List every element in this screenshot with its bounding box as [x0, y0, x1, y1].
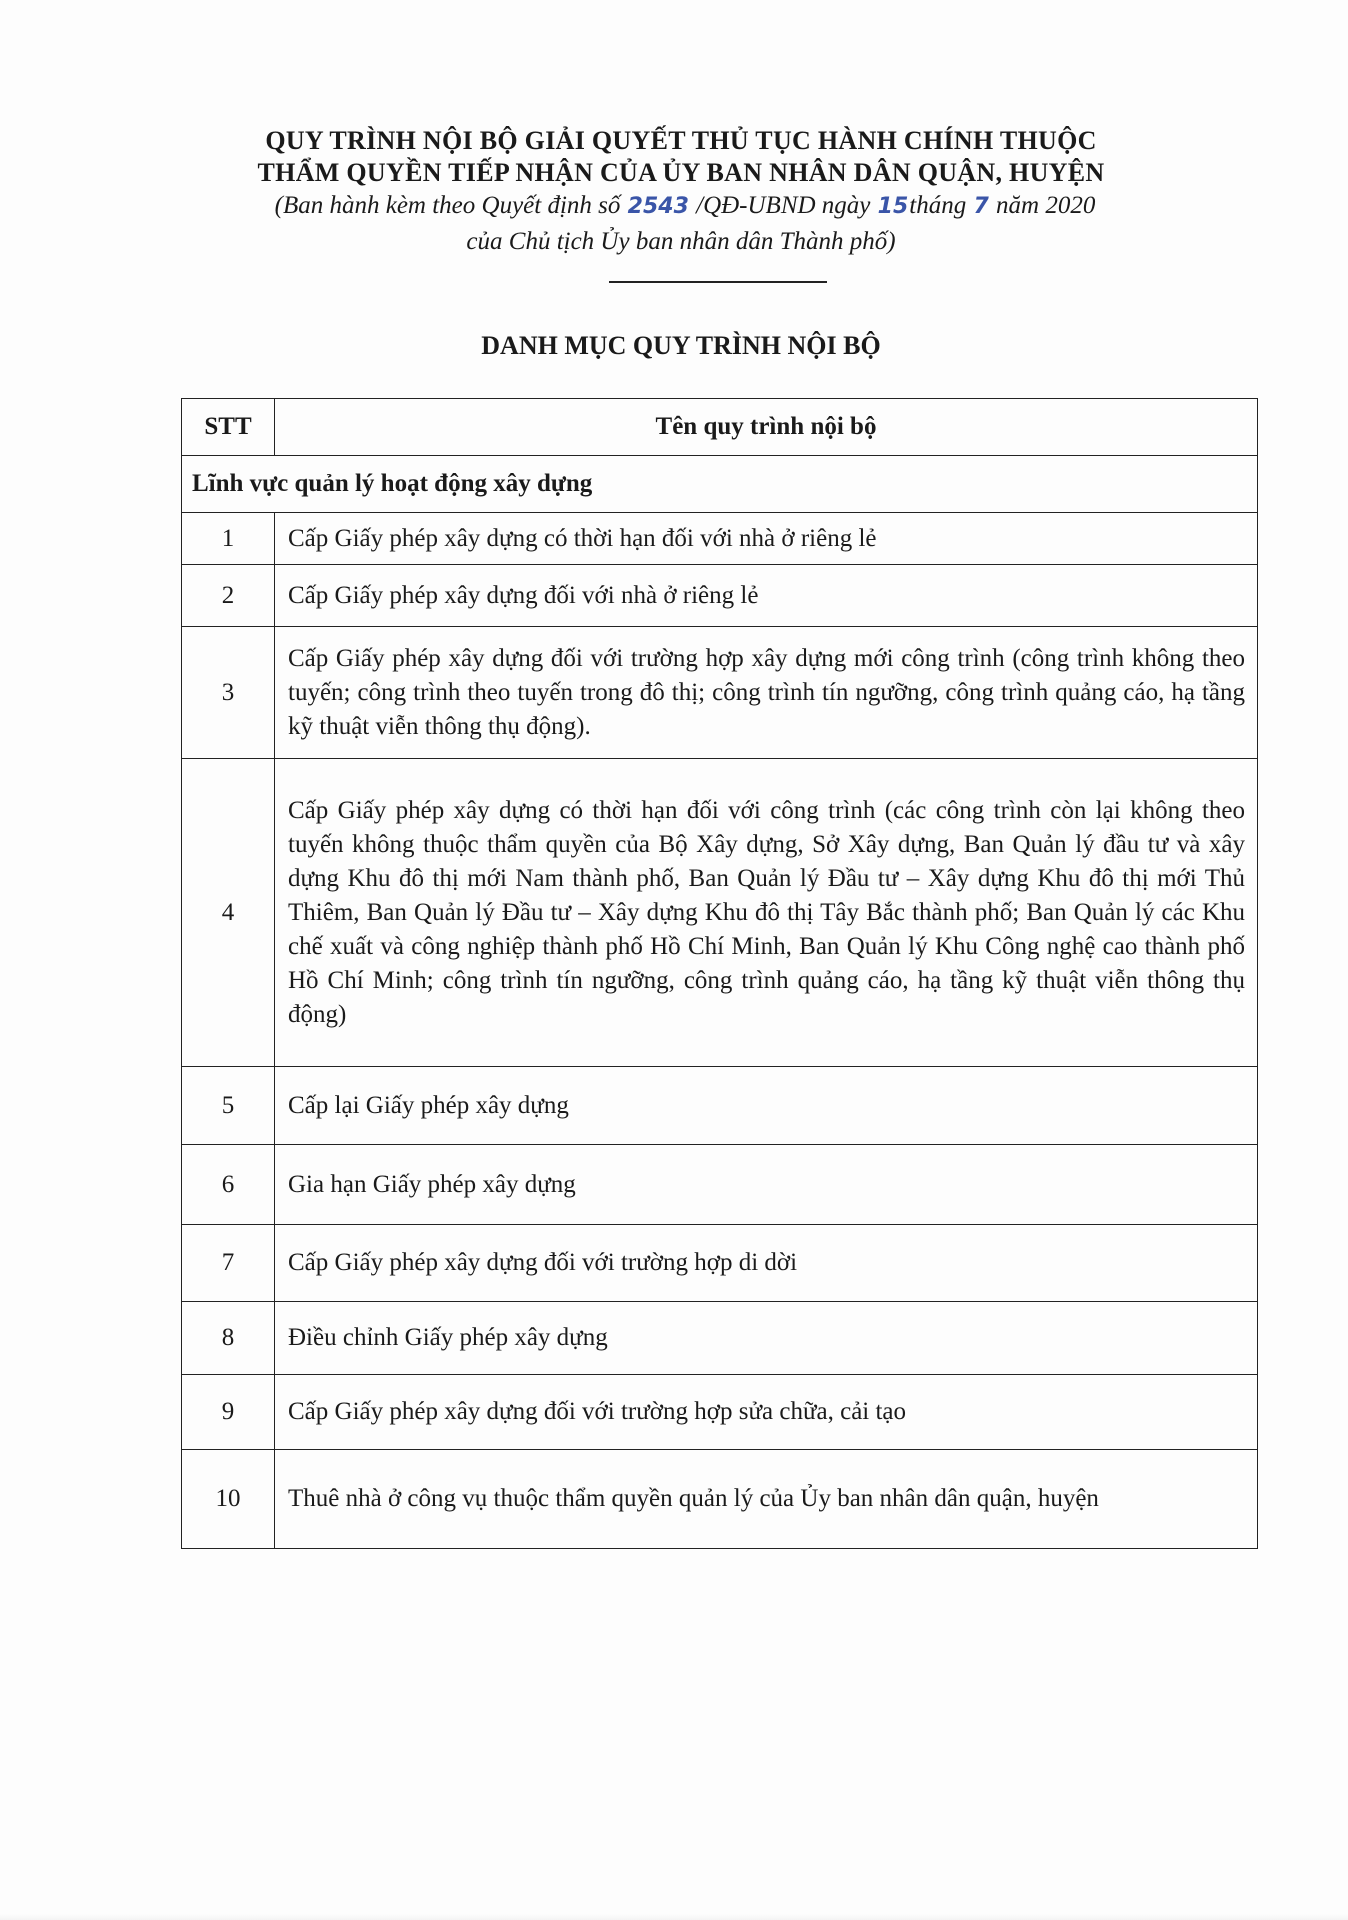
month-handwritten: 7: [973, 194, 989, 219]
row-procedure-name: Cấp lại Giấy phép xây dựng: [275, 1067, 1258, 1145]
title-divider: [609, 281, 827, 283]
subtitle-mid-2: tháng: [909, 192, 973, 219]
table-row: [182, 1450, 1258, 1549]
document-title-line-2: THẨM QUYỀN TIẾP NHẬN CỦA ỦY BAN NHÂN DÂN QUẬN, HUYỆN: [257, 158, 1105, 187]
row-procedure-name: Cấp Giấy phép xây dựng có thời hạn đối với nhà ở riêng lẻ: [275, 513, 1258, 565]
table-row: [182, 759, 1258, 1067]
row-procedure-name: Thuê nhà ở công vụ thuộc thẩm quyền quản lý của Ủy ban nhân dân quận, huyện: [275, 1450, 1258, 1549]
row-stt: 2: [182, 565, 275, 627]
row-procedure-name: Cấp Giấy phép xây dựng đối với trường hợp sửa chữa, cải tạo: [275, 1375, 1258, 1450]
table-row: [182, 513, 1258, 565]
table-row: [182, 1302, 1258, 1375]
header-stt: STT: [182, 399, 275, 456]
row-stt: 7: [182, 1225, 275, 1302]
subtitle-mid-1: /QĐ-UBND ngày: [689, 192, 877, 219]
table-row: [182, 627, 1258, 759]
procedure-table: [181, 398, 1258, 1549]
group-row: [182, 456, 1258, 513]
row-stt: 5: [182, 1067, 275, 1145]
row-stt: 10: [182, 1450, 275, 1549]
row-procedure-name: Cấp Giấy phép xây dựng có thời hạn đối với công trình (các công trình còn lại không theo tuyến không thuộc thẩm quyền của Bộ Xây dựng, Sở Xây dựng, Ban Quản lý đầu tư và xây dựng Khu đô thị mới Nam thành phố, Ban Quản lý Đầu tư – Xây dựng Khu đô thị mới Thủ Thiêm, Ban Quản lý Đầu tư – Xây dựng Khu đô thị Tây Bắc thành phố; Ban Quản lý các Khu chế xuất và công nghiệp thành phố Hồ Chí Minh, Ban Quản lý Khu Công nghệ cao thành phố Hồ Chí Minh; công trình tín ngưỡng, công trình quảng cáo, hạ tầng kỹ thuật viễn thông thụ động): [275, 759, 1258, 1067]
row-procedure-name: Gia hạn Giấy phép xây dựng: [275, 1145, 1258, 1225]
document-title-line-1: QUY TRÌNH NỘI BỘ GIẢI QUYẾT THỦ TỤC HÀNH CHÍNH THUỘC: [265, 126, 1097, 155]
table-row: [182, 1375, 1258, 1450]
section-title: DANH MỤC QUY TRÌNH NỘI BỘ: [481, 331, 881, 360]
day-handwritten: 15: [877, 194, 909, 219]
subtitle-suffix: năm 2020: [989, 192, 1096, 219]
table-row: [182, 1067, 1258, 1145]
row-stt: 3: [182, 627, 275, 759]
row-procedure-name: Cấp Giấy phép xây dựng đối với trường hợp di dời: [275, 1225, 1258, 1302]
table-row: [182, 1145, 1258, 1225]
subtitle-prefix: (Ban hành kèm theo Quyết định số: [274, 192, 627, 219]
document-subtitle-line-2: của Chủ tịch Ủy ban nhân dân Thành phố): [466, 228, 896, 255]
table-row: [182, 565, 1258, 627]
header-procedure-name: Tên quy trình nội bộ: [275, 399, 1258, 456]
row-stt: 9: [182, 1375, 275, 1450]
table-header-row: [182, 399, 1258, 456]
row-stt: 8: [182, 1302, 275, 1375]
group-label: Lĩnh vực quản lý hoạt động xây dựng: [182, 456, 1258, 513]
scan-edge: [0, 1914, 1348, 1920]
decision-number-handwritten: 2543: [627, 194, 689, 219]
row-procedure-name: Điều chỉnh Giấy phép xây dựng: [275, 1302, 1258, 1375]
document-subtitle-line-1: [22, 192, 1348, 220]
row-stt: 6: [182, 1145, 275, 1225]
row-stt: 1: [182, 513, 275, 565]
table-row: [182, 1225, 1258, 1302]
row-procedure-name: Cấp Giấy phép xây dựng đối với trường hợp xây dựng mới công trình (công trình không theo tuyến; công trình theo tuyến trong đô thị; công trình tín ngưỡng, công trình quảng cáo, hạ tầng kỹ thuật viễn thông thụ động).: [275, 627, 1258, 759]
row-procedure-name: Cấp Giấy phép xây dựng đối với nhà ở riêng lẻ: [275, 565, 1258, 627]
row-stt: 4: [182, 759, 275, 1067]
